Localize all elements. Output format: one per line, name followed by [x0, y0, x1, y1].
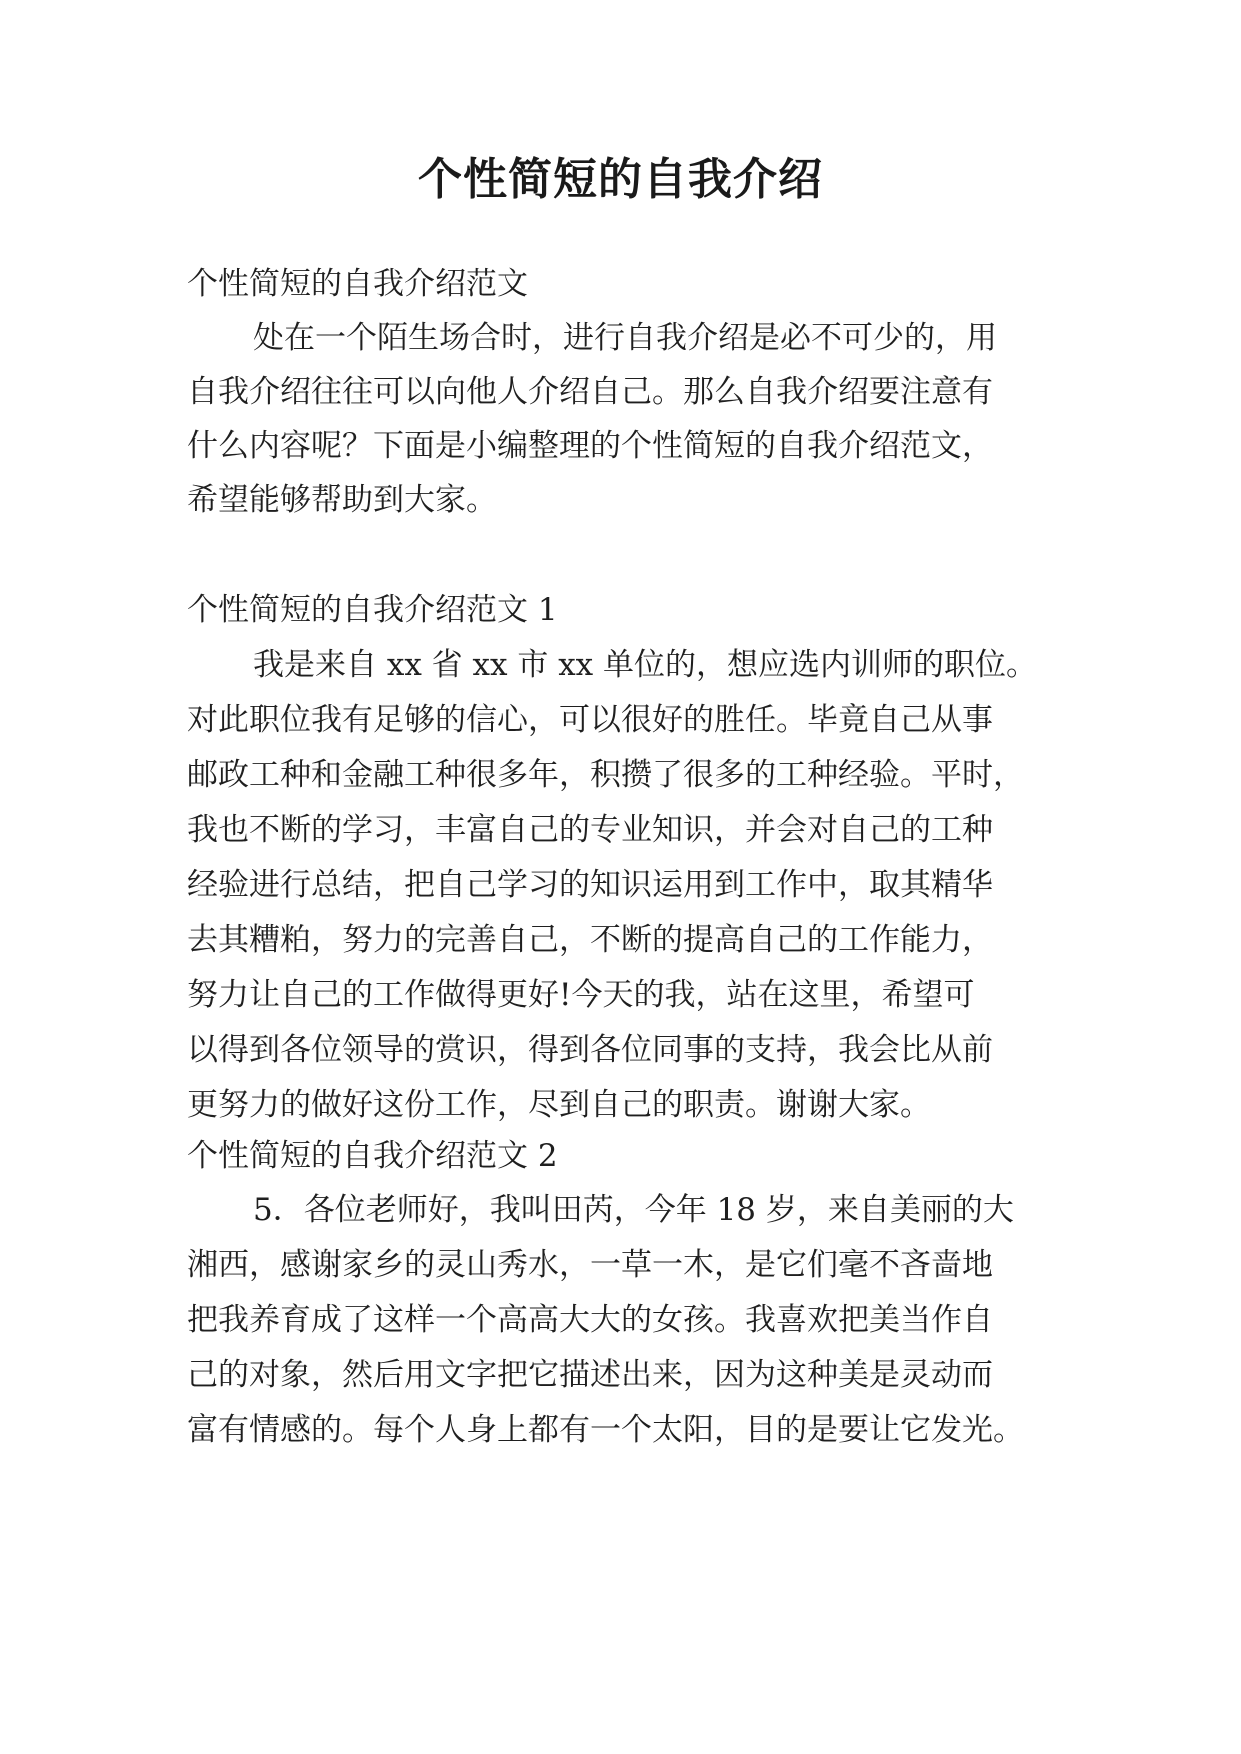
- paragraph-line: 去其糟粕，努力的完善自己，不断的提高自己的工作能力，: [187, 922, 993, 958]
- paragraph-line: 己的对象，然后用文字把它描述出来，因为这种美是灵动而: [187, 1357, 993, 1393]
- paragraph-line: 湘西，感谢家乡的灵山秀水，一草一木，是它们毫不吝啬地: [187, 1247, 993, 1283]
- paragraph-line: 努力让自己的工作做得更好!今天的我，站在这里，希望可: [187, 977, 975, 1013]
- paragraph-line: 对此职位我有足够的信心，可以很好的胜任。毕竟自己从事: [187, 702, 993, 738]
- paragraph-line: 希望能够帮助到大家。: [187, 482, 497, 518]
- section-heading: 个性简短的自我介绍范文 1: [187, 592, 558, 628]
- paragraph-line: 更努力的做好这份工作，尽到自己的职责。谢谢大家。: [187, 1087, 931, 1123]
- paragraph-line: 邮政工种和金融工种很多年，积攒了很多的工种经验。平时，: [187, 757, 1024, 793]
- paragraph-line: 自我介绍往往可以向他人介绍自己。那么自我介绍要注意有: [187, 374, 993, 410]
- paragraph-line: 把我养育成了这样一个高高大大的女孩。我喜欢把美当作自: [187, 1302, 993, 1338]
- paragraph-line: 以得到各位领导的赏识，得到各位同事的支持，我会比从前: [187, 1032, 993, 1068]
- paragraph-line: 我是来自 xx 省 xx 市 xx 单位的，想应选内训师的职位。: [253, 647, 1038, 683]
- section-heading: 个性简短的自我介绍范文 2: [187, 1138, 558, 1174]
- paragraph-line: 富有情感的。每个人身上都有一个太阳，目的是要让它发光。: [187, 1412, 1024, 1448]
- paragraph-line: 我也不断的学习，丰富自己的专业知识，并会对自己的工种: [187, 812, 993, 848]
- paragraph-line: 经验进行总结，把自己学习的知识运用到工作中，取其精华: [187, 867, 993, 903]
- paragraph-line: 处在一个陌生场合时，进行自我介绍是必不可少的，用: [253, 320, 997, 356]
- page-title: 个性简短的自我介绍: [418, 154, 823, 205]
- subtitle: 个性简短的自我介绍范文: [187, 266, 528, 302]
- paragraph-line: 5．各位老师好，我叫田芮，今年 18 岁，来自美丽的大: [253, 1192, 1014, 1228]
- paragraph-line: 什么内容呢？下面是小编整理的个性简短的自我介绍范文，: [187, 428, 993, 464]
